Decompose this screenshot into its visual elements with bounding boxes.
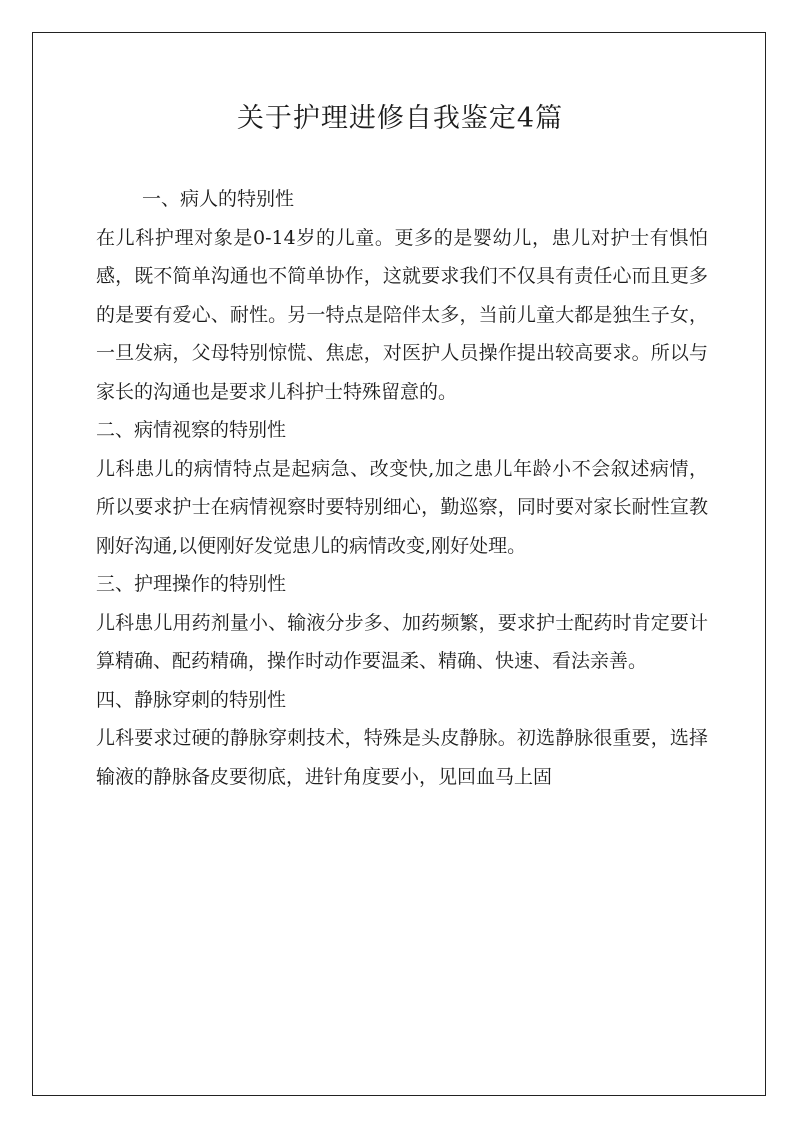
- paragraph-1: 在儿科护理对象是0-14岁的儿童。更多的是婴幼儿，患儿对护士有惧怕感，既不简单沟通也不简单协作，这就要求我们不仅具有责任心而且更多的是要有爱心、耐性。另一特点是陪伴太多，当前儿童大都是独生子女，一旦发病，父母特别惊慌、焦虑，对医护人员操作提出较高要求。所以与家长的沟通也是要求儿科护士特殊留意的。: [96, 226, 708, 403]
- document-title: 关于护理进修自我鉴定4篇: [236, 103, 564, 134]
- section-heading-3: 三、护理操作的特别性: [96, 573, 287, 595]
- paragraph-4: 儿科要求过硬的静脉穿刺技术，特殊是头皮静脉。初选静脉很重要，选择输液的静脉备皮要彻底，进针角度要小，见回血马上固: [96, 727, 708, 788]
- paragraph-3: 儿科患儿用药剂量小、输液分步多、加药频繁，要求护士配药时肯定要计算精确、配药精确，操作时动作要温柔、精确、快速、看法亲善。: [96, 611, 708, 672]
- section-heading-2: 二、病情视察的特别性: [96, 419, 287, 441]
- section-heading-1: 一、病人的特别性: [142, 188, 295, 210]
- paragraph-2: 儿科患儿的病情特点是起病急、改变快,加之患儿年龄小不会叙述病情，所以要求护士在病情视察时要特别细心，勤巡察，同时要对家长耐性宣教刚好沟通,以便刚好发觉患儿的病情改变,刚好处理。: [96, 457, 708, 557]
- section-heading-4: 四、静脉穿刺的特别性: [96, 688, 287, 711]
- document-body: [96, 180, 708, 796]
